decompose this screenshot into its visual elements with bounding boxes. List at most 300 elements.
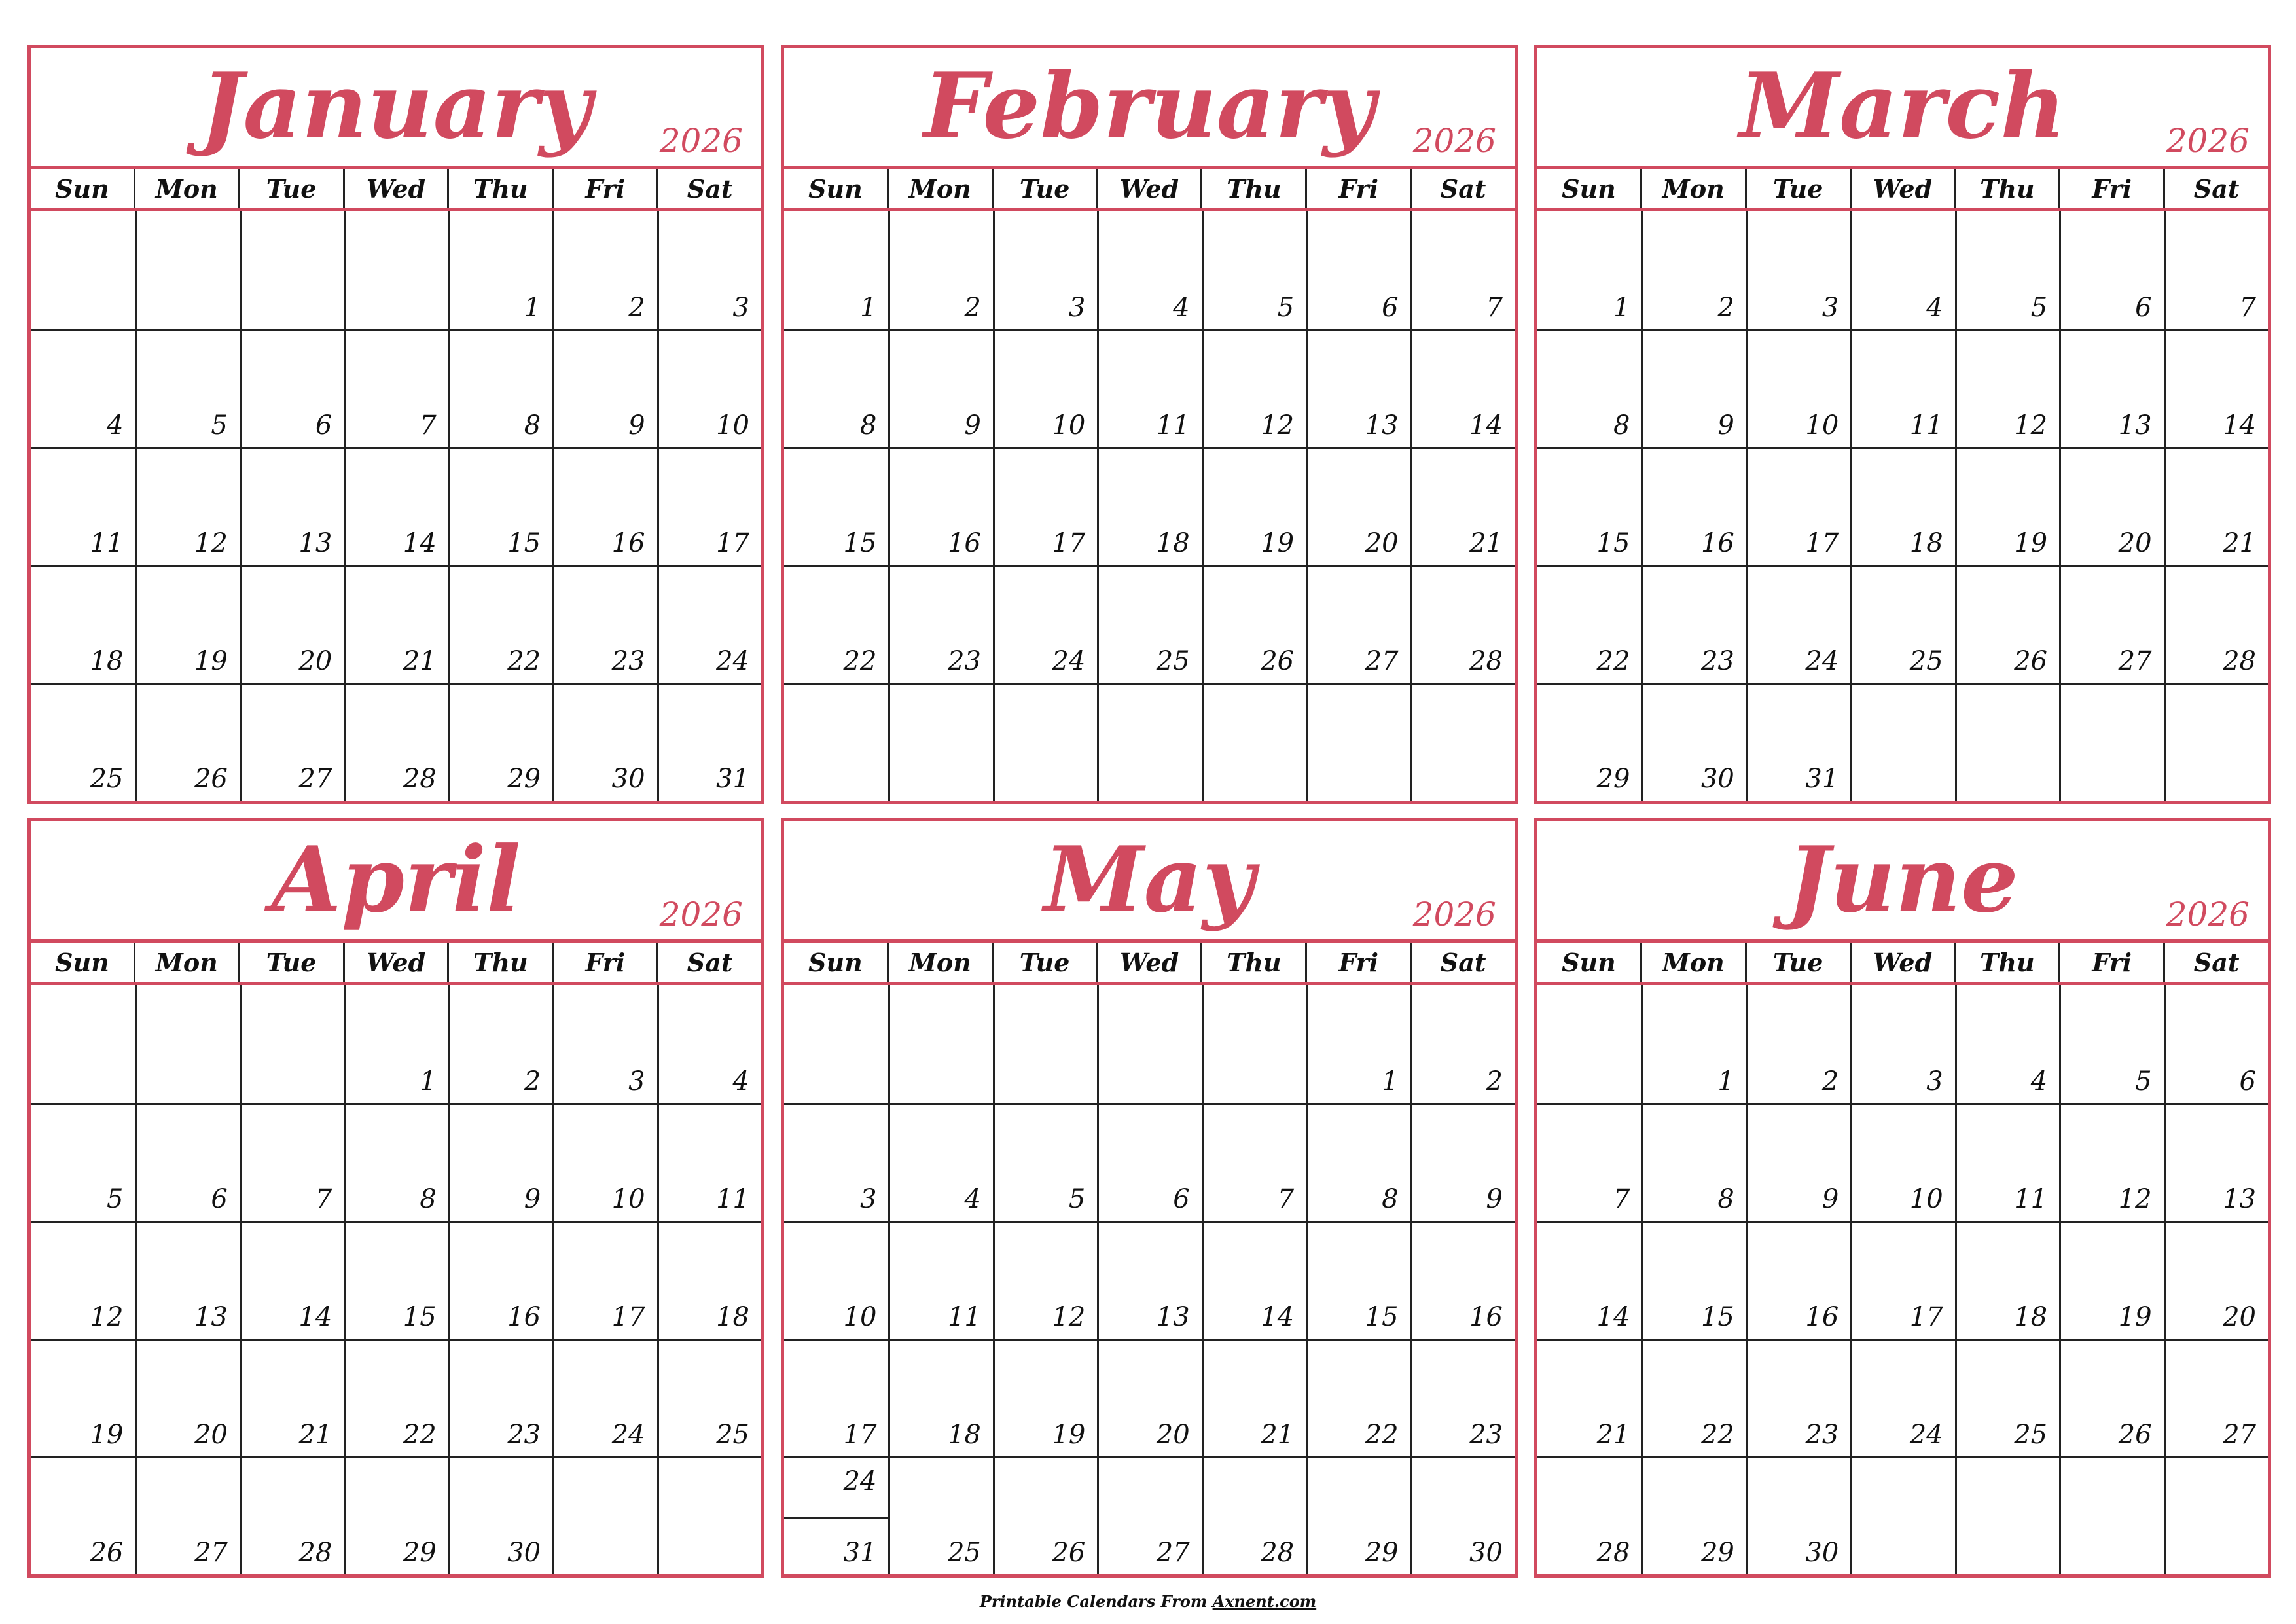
day-cell[interactable] (1410, 1103, 1515, 1221)
day-cell[interactable] (1537, 447, 1641, 565)
day-number: 3 (859, 1184, 877, 1214)
day-cell[interactable] (1850, 211, 1954, 329)
day-cell[interactable] (1850, 683, 1954, 801)
day-cell[interactable] (135, 447, 239, 565)
day-cell[interactable] (1641, 985, 1746, 1103)
day-cell[interactable] (135, 985, 239, 1103)
day-cell[interactable] (993, 329, 1097, 447)
day-cell[interactable] (888, 211, 992, 329)
day-cell[interactable] (1537, 683, 1641, 801)
day-cell[interactable] (1410, 1339, 1515, 1456)
day-cell[interactable] (1537, 1221, 1641, 1339)
day-cell[interactable] (888, 447, 992, 565)
day-cell[interactable] (1641, 329, 1746, 447)
day-number: 8 (524, 410, 541, 441)
day-cell[interactable] (1537, 985, 1641, 1103)
day-number: 16 (611, 528, 645, 558)
day-cell[interactable] (1746, 565, 1850, 683)
day-cell[interactable] (1955, 683, 2059, 801)
day-number: 24 (1909, 1420, 1943, 1450)
day-number: 27 (1156, 1538, 1190, 1568)
day-cell[interactable] (552, 1339, 656, 1456)
day-cell[interactable] (1850, 329, 1954, 447)
day-cell[interactable] (1641, 1221, 1746, 1339)
month-title: January (200, 52, 592, 159)
month-year: 2026 (2166, 895, 2250, 933)
day-cell[interactable] (552, 211, 656, 329)
day-cell[interactable] (1410, 1221, 1515, 1339)
day-cell[interactable] (552, 565, 656, 683)
day-number: 29 (1596, 764, 1630, 794)
day-cell[interactable] (2164, 985, 2268, 1103)
day-number: 18 (1909, 528, 1943, 558)
day-cell[interactable] (135, 565, 239, 683)
day-number: 26 (1261, 646, 1295, 676)
day-cell[interactable] (2059, 329, 2163, 447)
weekday-label-fri: Fri (2058, 169, 2163, 208)
day-cell[interactable] (1306, 447, 1410, 565)
day-cell[interactable] (2059, 1221, 2163, 1339)
day-cell[interactable] (1410, 211, 1515, 329)
day-cell[interactable] (784, 1339, 888, 1456)
weekday-header-row (1537, 166, 2268, 211)
day-cell[interactable] (1746, 1456, 1850, 1574)
day-cell[interactable] (1097, 565, 1201, 683)
day-cell[interactable] (1306, 329, 1410, 447)
day-cell[interactable] (888, 329, 992, 447)
weekday-header-row (784, 939, 1515, 985)
day-cell[interactable] (888, 985, 992, 1103)
day-number: 3 (1926, 1066, 1943, 1096)
day-number: 28 (1469, 646, 1503, 676)
day-cell[interactable] (1202, 985, 1306, 1103)
weekday-label-thu: Thu (1200, 943, 1305, 982)
day-cell[interactable] (784, 211, 888, 329)
day-cell[interactable] (2059, 1103, 2163, 1221)
day-cell[interactable] (344, 211, 448, 329)
day-cell[interactable] (993, 1103, 1097, 1221)
day-cell[interactable] (1537, 1339, 1641, 1456)
day-cell[interactable] (135, 1339, 239, 1456)
weekday-label-thu: Thu (447, 169, 552, 208)
day-cell[interactable] (344, 447, 448, 565)
day-number: 5 (2030, 293, 2048, 323)
day-number: 22 (403, 1420, 437, 1450)
day-number: 10 (611, 1184, 645, 1214)
day-cell[interactable] (1306, 1103, 1410, 1221)
month-panel-february (781, 45, 1518, 804)
day-cell[interactable] (1641, 683, 1746, 801)
day-cell[interactable] (448, 1221, 552, 1339)
day-cell[interactable] (240, 1339, 344, 1456)
day-number: 28 (2223, 646, 2256, 676)
day-cell[interactable] (2164, 1221, 2268, 1339)
day-cell[interactable] (240, 211, 344, 329)
day-number: 29 (1365, 1538, 1399, 1568)
day-cell[interactable] (888, 1221, 992, 1339)
day-cell[interactable] (31, 447, 135, 565)
day-number: 31 (843, 1538, 877, 1568)
day-cell[interactable] (1955, 329, 2059, 447)
day-cell[interactable] (1850, 1456, 1954, 1574)
day-cell[interactable] (240, 1456, 344, 1574)
day-cell[interactable] (1202, 1456, 1306, 1574)
month-year: 2026 (1412, 895, 1496, 933)
day-cell[interactable] (1097, 1339, 1201, 1456)
day-cell[interactable] (552, 1103, 656, 1221)
day-cell[interactable] (657, 1103, 761, 1221)
day-cell[interactable] (1955, 211, 2059, 329)
day-number: 15 (507, 528, 541, 558)
day-cell[interactable] (888, 1103, 992, 1221)
days-grid (784, 985, 1515, 1574)
day-cell[interactable] (1097, 1456, 1201, 1574)
day-cell[interactable] (2164, 329, 2268, 447)
weekday-label-sun: Sun (808, 947, 863, 977)
day-number: 5 (2135, 1066, 2152, 1096)
month-panel-may (781, 818, 1518, 1578)
day-cell[interactable] (657, 683, 761, 801)
day-number: 21 (1261, 1420, 1295, 1450)
day-cell[interactable] (2164, 1339, 2268, 1456)
day-number: 8 (859, 410, 877, 441)
day-cell[interactable] (1746, 329, 1850, 447)
day-cell[interactable] (2164, 1103, 2268, 1221)
weekday-label-mon: Mon (887, 943, 992, 982)
day-cell[interactable] (240, 329, 344, 447)
day-cell[interactable] (344, 985, 448, 1103)
day-cell[interactable] (1746, 1221, 1850, 1339)
day-cell[interactable] (993, 565, 1097, 683)
day-cell[interactable] (240, 1221, 344, 1339)
day-cell[interactable] (240, 447, 344, 565)
day-number: 8 (1382, 1184, 1399, 1214)
day-cell[interactable] (448, 565, 552, 683)
day-number: 8 (420, 1184, 437, 1214)
day-cell[interactable] (1410, 565, 1515, 683)
day-number: 12 (1052, 1302, 1086, 1332)
day-cell[interactable] (2164, 683, 2268, 801)
day-cell[interactable] (1955, 565, 2059, 683)
day-cell[interactable] (1641, 1339, 1746, 1456)
day-cell[interactable] (2059, 211, 2163, 329)
day-cell[interactable] (888, 683, 992, 801)
day-number: 15 (843, 528, 877, 558)
day-number: 12 (2014, 410, 2048, 441)
day-cell[interactable] (1202, 329, 1306, 447)
day-cell[interactable] (784, 1103, 888, 1221)
day-cell[interactable] (657, 985, 761, 1103)
day-number: 9 (628, 410, 645, 441)
day-cell[interactable] (784, 329, 888, 447)
day-cell[interactable] (135, 683, 239, 801)
day-cell[interactable] (1306, 683, 1410, 801)
day-cell[interactable] (1641, 1103, 1746, 1221)
day-number: 14 (1596, 1302, 1630, 1332)
day-cell[interactable] (1537, 329, 1641, 447)
day-cell[interactable] (1202, 1221, 1306, 1339)
day-cell[interactable] (1410, 683, 1515, 801)
day-cell[interactable] (2059, 447, 2163, 565)
day-number: 4 (964, 1184, 981, 1214)
day-number: 25 (2014, 1420, 2048, 1450)
day-cell[interactable] (135, 211, 239, 329)
day-cell[interactable] (1097, 329, 1201, 447)
weekday-label-mon: Mon (134, 943, 238, 982)
day-cell[interactable] (1097, 1221, 1201, 1339)
day-number: 24 (611, 1420, 645, 1450)
day-cell[interactable] (993, 985, 1097, 1103)
month-year: 2026 (1412, 122, 1496, 160)
day-cell[interactable] (1955, 1339, 2059, 1456)
weekday-label-sun: Sun (1562, 947, 1616, 977)
day-cell[interactable] (1850, 1221, 1954, 1339)
day-cell[interactable] (1410, 447, 1515, 565)
day-number: 3 (1821, 293, 1839, 323)
day-cell[interactable] (888, 1456, 992, 1574)
day-number: 27 (2118, 646, 2152, 676)
day-cell[interactable] (31, 683, 135, 801)
day-cell[interactable] (2059, 985, 2163, 1103)
day-cell[interactable] (993, 1221, 1097, 1339)
day-number: 4 (732, 1066, 749, 1096)
day-cell[interactable] (31, 985, 135, 1103)
day-cell[interactable] (657, 565, 761, 683)
day-cell[interactable] (1746, 211, 1850, 329)
day-cell[interactable] (657, 1221, 761, 1339)
day-cell[interactable] (1537, 211, 1641, 329)
day-cell[interactable] (552, 447, 656, 565)
day-cell[interactable] (1202, 1103, 1306, 1221)
day-cell[interactable] (344, 683, 448, 801)
footer-link[interactable]: Axnent.com (1212, 1592, 1317, 1611)
day-cell[interactable] (552, 1456, 656, 1574)
day-cell[interactable] (31, 211, 135, 329)
day-number: 30 (1805, 1538, 1839, 1568)
day-cell[interactable] (1202, 565, 1306, 683)
day-cell[interactable] (1410, 985, 1515, 1103)
day-cell[interactable] (784, 1221, 888, 1339)
day-cell[interactable] (240, 565, 344, 683)
day-cell[interactable] (1746, 447, 1850, 565)
day-cell[interactable] (993, 1456, 1097, 1574)
day-cell[interactable] (448, 1103, 552, 1221)
day-number: 31 (716, 764, 749, 794)
day-cell[interactable] (1202, 1339, 1306, 1456)
day-number: 16 (1805, 1302, 1839, 1332)
day-number: 8 (1717, 1184, 1734, 1214)
day-cell[interactable] (1537, 1456, 1641, 1574)
day-cell[interactable] (2059, 565, 2163, 683)
day-cell[interactable] (552, 329, 656, 447)
weekday-label-sun: Sun (55, 173, 109, 204)
day-cell[interactable] (1410, 1456, 1515, 1574)
day-cell[interactable] (344, 1339, 448, 1456)
day-cell[interactable] (344, 329, 448, 447)
day-cell[interactable] (448, 1339, 552, 1456)
day-number: 19 (194, 646, 228, 676)
day-cell[interactable] (2164, 447, 2268, 565)
weekday-label-mon: Mon (1640, 943, 1745, 982)
day-number: 22 (1596, 646, 1630, 676)
weekday-label-sat: Sat (1410, 169, 1515, 208)
day-cell[interactable] (1850, 447, 1954, 565)
day-cell[interactable] (31, 329, 135, 447)
day-cell[interactable] (784, 985, 888, 1103)
day-cell[interactable] (2164, 1456, 2268, 1574)
day-cell[interactable] (1955, 1221, 2059, 1339)
day-number: 19 (2014, 528, 2048, 558)
day-cell[interactable] (1537, 565, 1641, 683)
day-cell[interactable] (2059, 1339, 2163, 1456)
day-cell[interactable] (888, 1339, 992, 1456)
day-cell[interactable] (2164, 565, 2268, 683)
day-cell[interactable] (31, 1339, 135, 1456)
day-number: 27 (298, 764, 332, 794)
day-cell[interactable] (1955, 1456, 2059, 1574)
day-cell[interactable] (1097, 211, 1201, 329)
day-cell[interactable] (888, 565, 992, 683)
day-cell[interactable] (784, 447, 888, 565)
day-cell[interactable] (1537, 1103, 1641, 1221)
day-cell[interactable] (2164, 211, 2268, 329)
day-cell[interactable] (1955, 985, 2059, 1103)
day-cell[interactable] (344, 1103, 448, 1221)
day-cell[interactable] (448, 211, 552, 329)
day-cell[interactable] (993, 1339, 1097, 1456)
day-cell[interactable] (1641, 1456, 1746, 1574)
day-cell[interactable] (448, 683, 552, 801)
day-cell[interactable] (1955, 447, 2059, 565)
day-cell[interactable] (993, 683, 1097, 801)
day-number: 31 (1805, 764, 1839, 794)
day-number: 13 (1156, 1302, 1190, 1332)
day-cell[interactable] (1641, 211, 1746, 329)
day-cell[interactable] (31, 1456, 135, 1574)
day-cell[interactable] (552, 1221, 656, 1339)
day-number: 11 (716, 1184, 749, 1214)
month-year: 2026 (659, 895, 743, 933)
day-number: 10 (1909, 1184, 1943, 1214)
day-number: 2 (1486, 1066, 1503, 1096)
day-cell[interactable] (448, 985, 552, 1103)
day-cell[interactable] (657, 447, 761, 565)
day-number: 30 (1700, 764, 1734, 794)
day-cell[interactable] (1641, 447, 1746, 565)
weekday-header-row (31, 939, 761, 985)
month-panel-march (1534, 45, 2271, 804)
day-cell[interactable] (1097, 985, 1201, 1103)
day-number: 2 (628, 293, 645, 323)
day-cell[interactable] (1850, 985, 1954, 1103)
day-cell[interactable] (448, 447, 552, 565)
day-number: 18 (716, 1302, 749, 1332)
day-number: 8 (1613, 410, 1630, 441)
day-number: 5 (106, 1184, 124, 1214)
day-cell[interactable] (784, 683, 888, 801)
weekday-label-sat: Sat (656, 169, 761, 208)
day-number: 9 (1821, 1184, 1839, 1214)
day-cell[interactable] (657, 211, 761, 329)
day-number: 13 (298, 528, 332, 558)
day-cell[interactable] (1306, 1339, 1410, 1456)
day-cell[interactable] (1306, 985, 1410, 1103)
day-cell[interactable] (784, 1456, 888, 1574)
day-cell[interactable] (1746, 1339, 1850, 1456)
day-cell[interactable] (1306, 1221, 1410, 1339)
day-cell[interactable] (1097, 447, 1201, 565)
day-cell[interactable] (552, 683, 656, 801)
day-cell[interactable] (1202, 683, 1306, 801)
day-number: 30 (1469, 1538, 1503, 1568)
day-number: 17 (716, 528, 749, 558)
day-cell[interactable] (784, 565, 888, 683)
day-cell[interactable] (1097, 683, 1201, 801)
day-cell[interactable] (448, 329, 552, 447)
day-cell[interactable] (135, 1456, 239, 1574)
day-cell[interactable] (1410, 329, 1515, 447)
day-cell[interactable] (1746, 985, 1850, 1103)
day-cell[interactable] (1097, 1103, 1201, 1221)
day-cell[interactable] (1850, 1103, 1954, 1221)
day-cell[interactable] (344, 1221, 448, 1339)
day-number: 17 (611, 1302, 645, 1332)
day-cell[interactable] (240, 1103, 344, 1221)
day-cell[interactable] (657, 1456, 761, 1574)
day-cell[interactable] (344, 565, 448, 683)
day-cell[interactable] (344, 1456, 448, 1574)
days-grid (1537, 985, 2268, 1574)
day-cell[interactable] (993, 211, 1097, 329)
weekday-label-sun: Sun (55, 947, 109, 977)
day-cell[interactable] (31, 565, 135, 683)
day-number: 2 (1717, 293, 1734, 323)
day-cell[interactable] (657, 329, 761, 447)
day-cell[interactable] (1306, 1456, 1410, 1574)
day-cell[interactable] (1202, 211, 1306, 329)
day-cell[interactable] (1641, 565, 1746, 683)
day-cell[interactable] (1850, 565, 1954, 683)
day-cell[interactable] (135, 329, 239, 447)
day-cell[interactable] (135, 1221, 239, 1339)
day-cell[interactable] (1202, 447, 1306, 565)
day-cell[interactable] (2059, 1456, 2163, 1574)
day-number: 14 (2223, 410, 2256, 441)
day-cell[interactable] (31, 1103, 135, 1221)
day-cell[interactable] (552, 985, 656, 1103)
day-cell[interactable] (1306, 211, 1410, 329)
weekday-label-wed: Wed (1850, 943, 1954, 982)
day-cell[interactable] (240, 683, 344, 801)
day-number: 19 (1052, 1420, 1086, 1450)
day-cell[interactable] (1850, 1339, 1954, 1456)
day-number: 10 (716, 410, 749, 441)
day-cell[interactable] (993, 447, 1097, 565)
day-cell[interactable] (31, 1221, 135, 1339)
day-cell[interactable] (1306, 565, 1410, 683)
day-cell[interactable] (657, 1339, 761, 1456)
day-cell[interactable] (1746, 1103, 1850, 1221)
day-cell[interactable] (448, 1456, 552, 1574)
day-number: 28 (298, 1538, 332, 1568)
day-cell[interactable] (1746, 683, 1850, 801)
day-cell[interactable] (135, 1103, 239, 1221)
day-number: 9 (1717, 410, 1734, 441)
day-cell[interactable] (2059, 683, 2163, 801)
day-cell[interactable] (1955, 1103, 2059, 1221)
day-number: 3 (1068, 293, 1086, 323)
day-cell[interactable] (240, 985, 344, 1103)
